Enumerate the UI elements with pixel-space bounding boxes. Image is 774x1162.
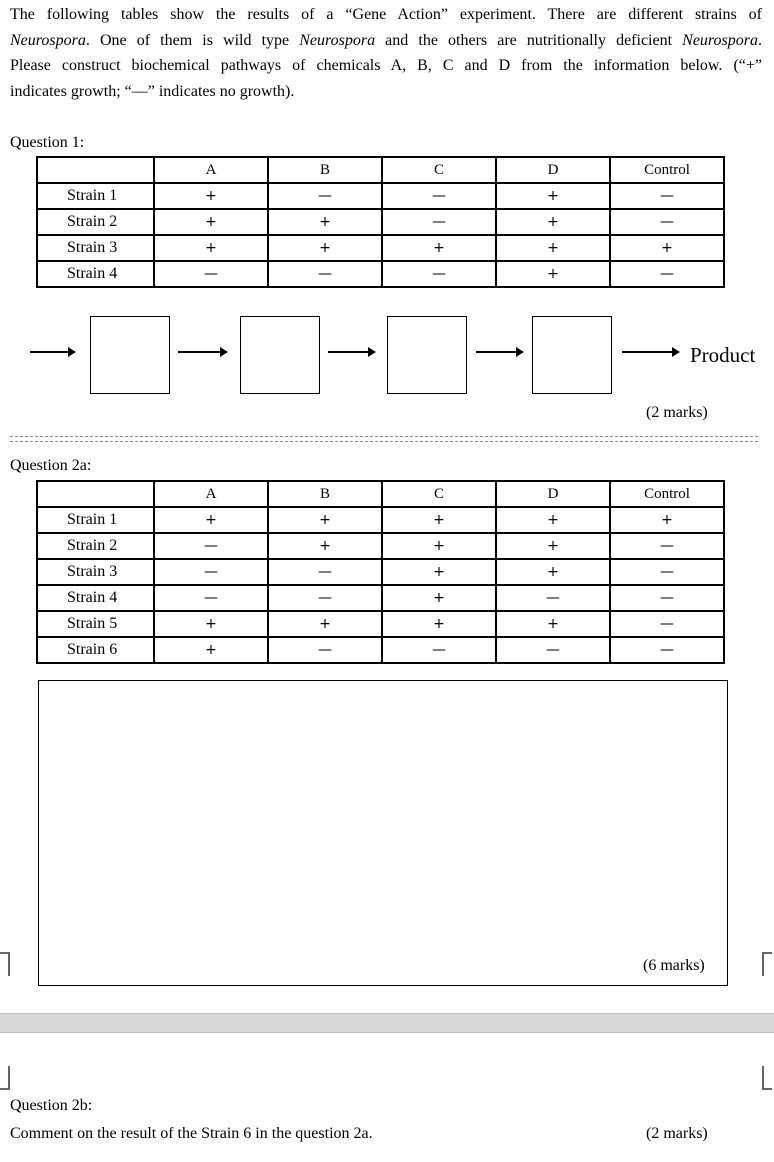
result-cell (610, 209, 724, 235)
growth-result: — (318, 590, 332, 606)
result-cell (268, 637, 382, 663)
growth-result: + (433, 590, 445, 606)
header-cell: Control (610, 157, 724, 183)
strain-label: Strain 4 (37, 261, 154, 287)
header-cell: C (382, 481, 496, 507)
result-cell (268, 559, 382, 585)
growth-result: + (205, 188, 217, 204)
result-cell (610, 261, 724, 287)
growth-result: — (432, 214, 446, 230)
strain-label: Strain 1 (37, 183, 154, 209)
growth-result: + (433, 512, 445, 528)
growth-result: + (547, 616, 559, 632)
q2b-title: Question 2b: (10, 1097, 93, 1114)
crop-mark (0, 1066, 10, 1090)
growth-result: — (660, 214, 674, 230)
growth-result: + (205, 642, 217, 658)
strain-label: Strain 4 (37, 585, 154, 611)
strain-label: Strain 3 (37, 559, 154, 585)
strain-label: Strain 2 (37, 209, 154, 235)
growth-result: — (660, 266, 674, 282)
result-cell (610, 533, 724, 559)
pathway-arrow (178, 351, 226, 353)
growth-result: + (433, 616, 445, 632)
result-cell (382, 261, 496, 287)
growth-result: — (546, 642, 560, 658)
result-cell (496, 507, 610, 533)
q1-marks: (2 marks) (646, 404, 708, 421)
result-cell (154, 611, 268, 637)
growth-result: + (547, 512, 559, 528)
header-cell: D (496, 481, 610, 507)
pathway-arrow (30, 351, 74, 353)
pathway-box-4[interactable] (532, 316, 612, 394)
growth-result: — (318, 564, 332, 580)
result-cell (610, 507, 724, 533)
growth-result: — (204, 590, 218, 606)
result-cell (268, 209, 382, 235)
q2a-title: Question 2a: (10, 457, 92, 474)
result-cell (154, 183, 268, 209)
result-cell (154, 585, 268, 611)
growth-result: + (433, 240, 445, 256)
header-row (37, 157, 724, 183)
growth-result: + (205, 616, 217, 632)
result-cell (268, 235, 382, 261)
result-cell (610, 183, 724, 209)
growth-result: + (319, 616, 331, 632)
table-row (37, 533, 724, 559)
result-cell (154, 209, 268, 235)
strain-label: Strain 5 (37, 611, 154, 637)
result-cell (496, 261, 610, 287)
result-cell (268, 611, 382, 637)
pathway-arrow (476, 351, 522, 353)
header-cell: Control (610, 481, 724, 507)
growth-result: — (318, 266, 332, 282)
header-cell: C (382, 157, 496, 183)
crop-mark (0, 952, 10, 976)
header-cell: A (154, 157, 268, 183)
header-cell: D (496, 157, 610, 183)
growth-result: — (318, 642, 332, 658)
growth-result: — (204, 266, 218, 282)
growth-result: + (205, 240, 217, 256)
result-cell (382, 209, 496, 235)
growth-result: + (319, 512, 331, 528)
result-cell (610, 585, 724, 611)
result-cell (496, 533, 610, 559)
section-separator (10, 436, 758, 442)
table-row (37, 235, 724, 261)
growth-result: — (546, 590, 560, 606)
result-cell (610, 611, 724, 637)
result-cell (610, 637, 724, 663)
pathway-box-1[interactable] (90, 316, 170, 394)
growth-result: + (433, 538, 445, 554)
table-row (37, 637, 724, 663)
growth-result: — (432, 642, 446, 658)
result-cell (496, 585, 610, 611)
growth-result: + (547, 538, 559, 554)
result-cell (268, 533, 382, 559)
growth-result: + (547, 214, 559, 230)
growth-result: — (660, 188, 674, 204)
intro-line-2: Neurospora. One of them is wild type Neurospora and the others are nutritionally deficient Neurospora. (10, 31, 762, 49)
result-cell (382, 585, 496, 611)
growth-result: — (432, 188, 446, 204)
intro-line-4: indicates growth; “—” indicates no growth). (10, 82, 295, 100)
intro-paragraph (10, 2, 762, 104)
crop-mark (762, 1066, 772, 1090)
q2a-answer-box[interactable] (38, 680, 728, 986)
q2a-marks: (6 marks) (643, 957, 705, 974)
growth-result: + (205, 214, 217, 230)
result-cell (496, 559, 610, 585)
header-blank-cell (37, 157, 154, 183)
result-cell (382, 559, 496, 585)
growth-result: — (204, 538, 218, 554)
result-cell (496, 637, 610, 663)
pathway-arrow (622, 351, 678, 353)
q1-results-table (36, 156, 725, 288)
growth-result: + (547, 266, 559, 282)
result-cell (154, 637, 268, 663)
table-row (37, 559, 724, 585)
result-cell (154, 235, 268, 261)
table-row (37, 611, 724, 637)
result-cell (268, 585, 382, 611)
table-row (37, 261, 724, 287)
growth-result: + (319, 214, 331, 230)
q2a-results-table (36, 480, 725, 664)
growth-result: — (660, 616, 674, 632)
result-cell (382, 183, 496, 209)
growth-result: + (319, 538, 331, 554)
growth-result: + (319, 240, 331, 256)
header-cell: B (268, 481, 382, 507)
result-cell (382, 235, 496, 261)
result-cell (382, 507, 496, 533)
result-cell (610, 235, 724, 261)
strain-label: Strain 2 (37, 533, 154, 559)
strain-label: Strain 1 (37, 507, 154, 533)
result-cell (154, 261, 268, 287)
growth-result: + (547, 188, 559, 204)
q2b-marks: (2 marks) (646, 1125, 708, 1142)
header-cell: A (154, 481, 268, 507)
table-row (37, 209, 724, 235)
growth-result: — (660, 590, 674, 606)
crop-mark (762, 952, 772, 976)
header-blank-cell (37, 481, 154, 507)
growth-result: — (318, 188, 332, 204)
page-break-gap (0, 1013, 774, 1033)
result-cell (496, 183, 610, 209)
strain-label: Strain 3 (37, 235, 154, 261)
strain-label: Strain 6 (37, 637, 154, 663)
growth-result: + (661, 512, 673, 528)
result-cell (382, 637, 496, 663)
result-cell (610, 559, 724, 585)
intro-line-3: Please construct biochemical pathways of chemicals A, B, C and D from the information below. (“+” (10, 57, 762, 74)
result-cell (154, 559, 268, 585)
result-cell (154, 507, 268, 533)
growth-result: + (661, 240, 673, 256)
result-cell (268, 507, 382, 533)
growth-result: — (432, 266, 446, 282)
growth-result: + (433, 564, 445, 580)
result-cell (496, 235, 610, 261)
q2b-prompt: Comment on the result of the Strain 6 in the question 2a. (10, 1125, 373, 1142)
table-row (37, 585, 724, 611)
intro-line-1: The following tables show the results of a “Gene Action” experiment. There are different strains of (10, 6, 762, 23)
q1-title: Question 1: (10, 134, 85, 151)
result-cell (268, 183, 382, 209)
growth-result: + (205, 512, 217, 528)
result-cell (496, 611, 610, 637)
header-row (37, 481, 724, 507)
growth-result: — (660, 564, 674, 580)
result-cell (382, 533, 496, 559)
pathway-box-2[interactable] (240, 316, 320, 394)
growth-result: — (204, 564, 218, 580)
result-cell (268, 261, 382, 287)
growth-result: — (660, 642, 674, 658)
pathway-product-label: Product (690, 343, 756, 367)
pathway-box-3[interactable] (387, 316, 467, 394)
pathway-arrow (328, 351, 374, 353)
growth-result: + (547, 240, 559, 256)
header-cell: B (268, 157, 382, 183)
growth-result: + (547, 564, 559, 580)
table-row (37, 507, 724, 533)
growth-result: — (660, 538, 674, 554)
table-row (37, 183, 724, 209)
result-cell (154, 533, 268, 559)
result-cell (496, 209, 610, 235)
result-cell (382, 611, 496, 637)
